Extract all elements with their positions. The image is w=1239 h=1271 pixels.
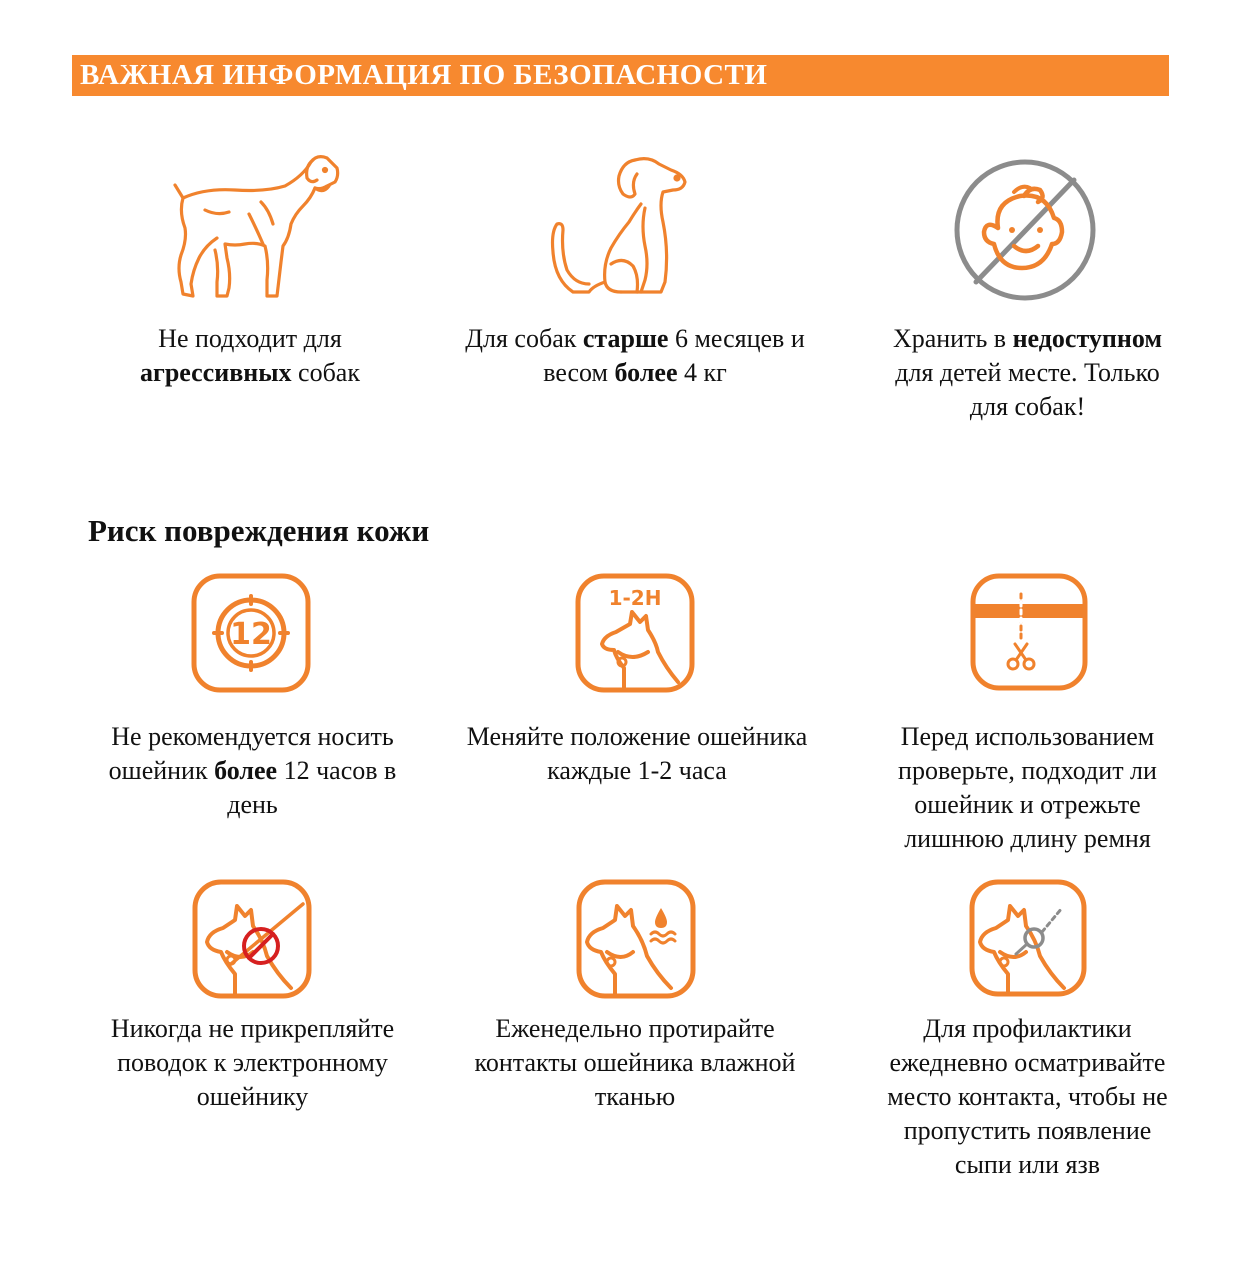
skin-caption-rotate: Меняйте положение ошейника каждые 1-2 часа xyxy=(466,722,808,785)
warning-caption-aggressive: Не подходит для агрессивных собак xyxy=(140,324,360,387)
sitting-dog-icon xyxy=(545,152,700,302)
warning-caption-storage: Хранить в недоступном для детей месте. Только для собак! xyxy=(892,324,1163,421)
skin-caption-no-leash: Никогда не прикрепляйте поводок к электронному ошейнику xyxy=(110,1014,395,1111)
page-title: ВАЖНАЯ ИНФОРМАЦИЯ ПО БЕЗОПАСНОСТИ xyxy=(80,59,768,91)
section-title: Риск повреждения кожи xyxy=(88,513,430,548)
interval-label: 1-2H xyxy=(608,586,662,610)
no-children-icon xyxy=(950,158,1100,308)
skin-caption-fit: Перед использованием проверьте, подходит ли ошейник и отрежьте лишнюю длину ремня xyxy=(898,722,1157,853)
cut-strap-icon xyxy=(969,572,1089,692)
skin-caption-wipe: Еженедельно протирайте контакты ошейника влажной тканью xyxy=(474,1014,796,1111)
inspect-skin-icon xyxy=(968,878,1088,998)
skin-caption-12-hours: Не рекомендуется носить ошейник более 12 часов в день xyxy=(108,722,397,819)
twelve-hours-icon xyxy=(190,572,312,694)
twelve-label: 12 xyxy=(230,617,272,652)
warning-caption-age-weight: Для собак старше 6 месяцев и весом более 4 кг xyxy=(465,324,805,387)
header-bar xyxy=(72,55,1169,96)
rotate-collar-icon xyxy=(574,572,696,694)
large-dog-icon xyxy=(165,150,345,305)
skin-caption-inspect: Для профилактики ежедневно осматривайте место контакта, чтобы не пропустить появление сыпи или язв xyxy=(887,1014,1168,1179)
wipe-contacts-icon xyxy=(575,878,697,1000)
no-leash-icon xyxy=(191,878,313,1000)
